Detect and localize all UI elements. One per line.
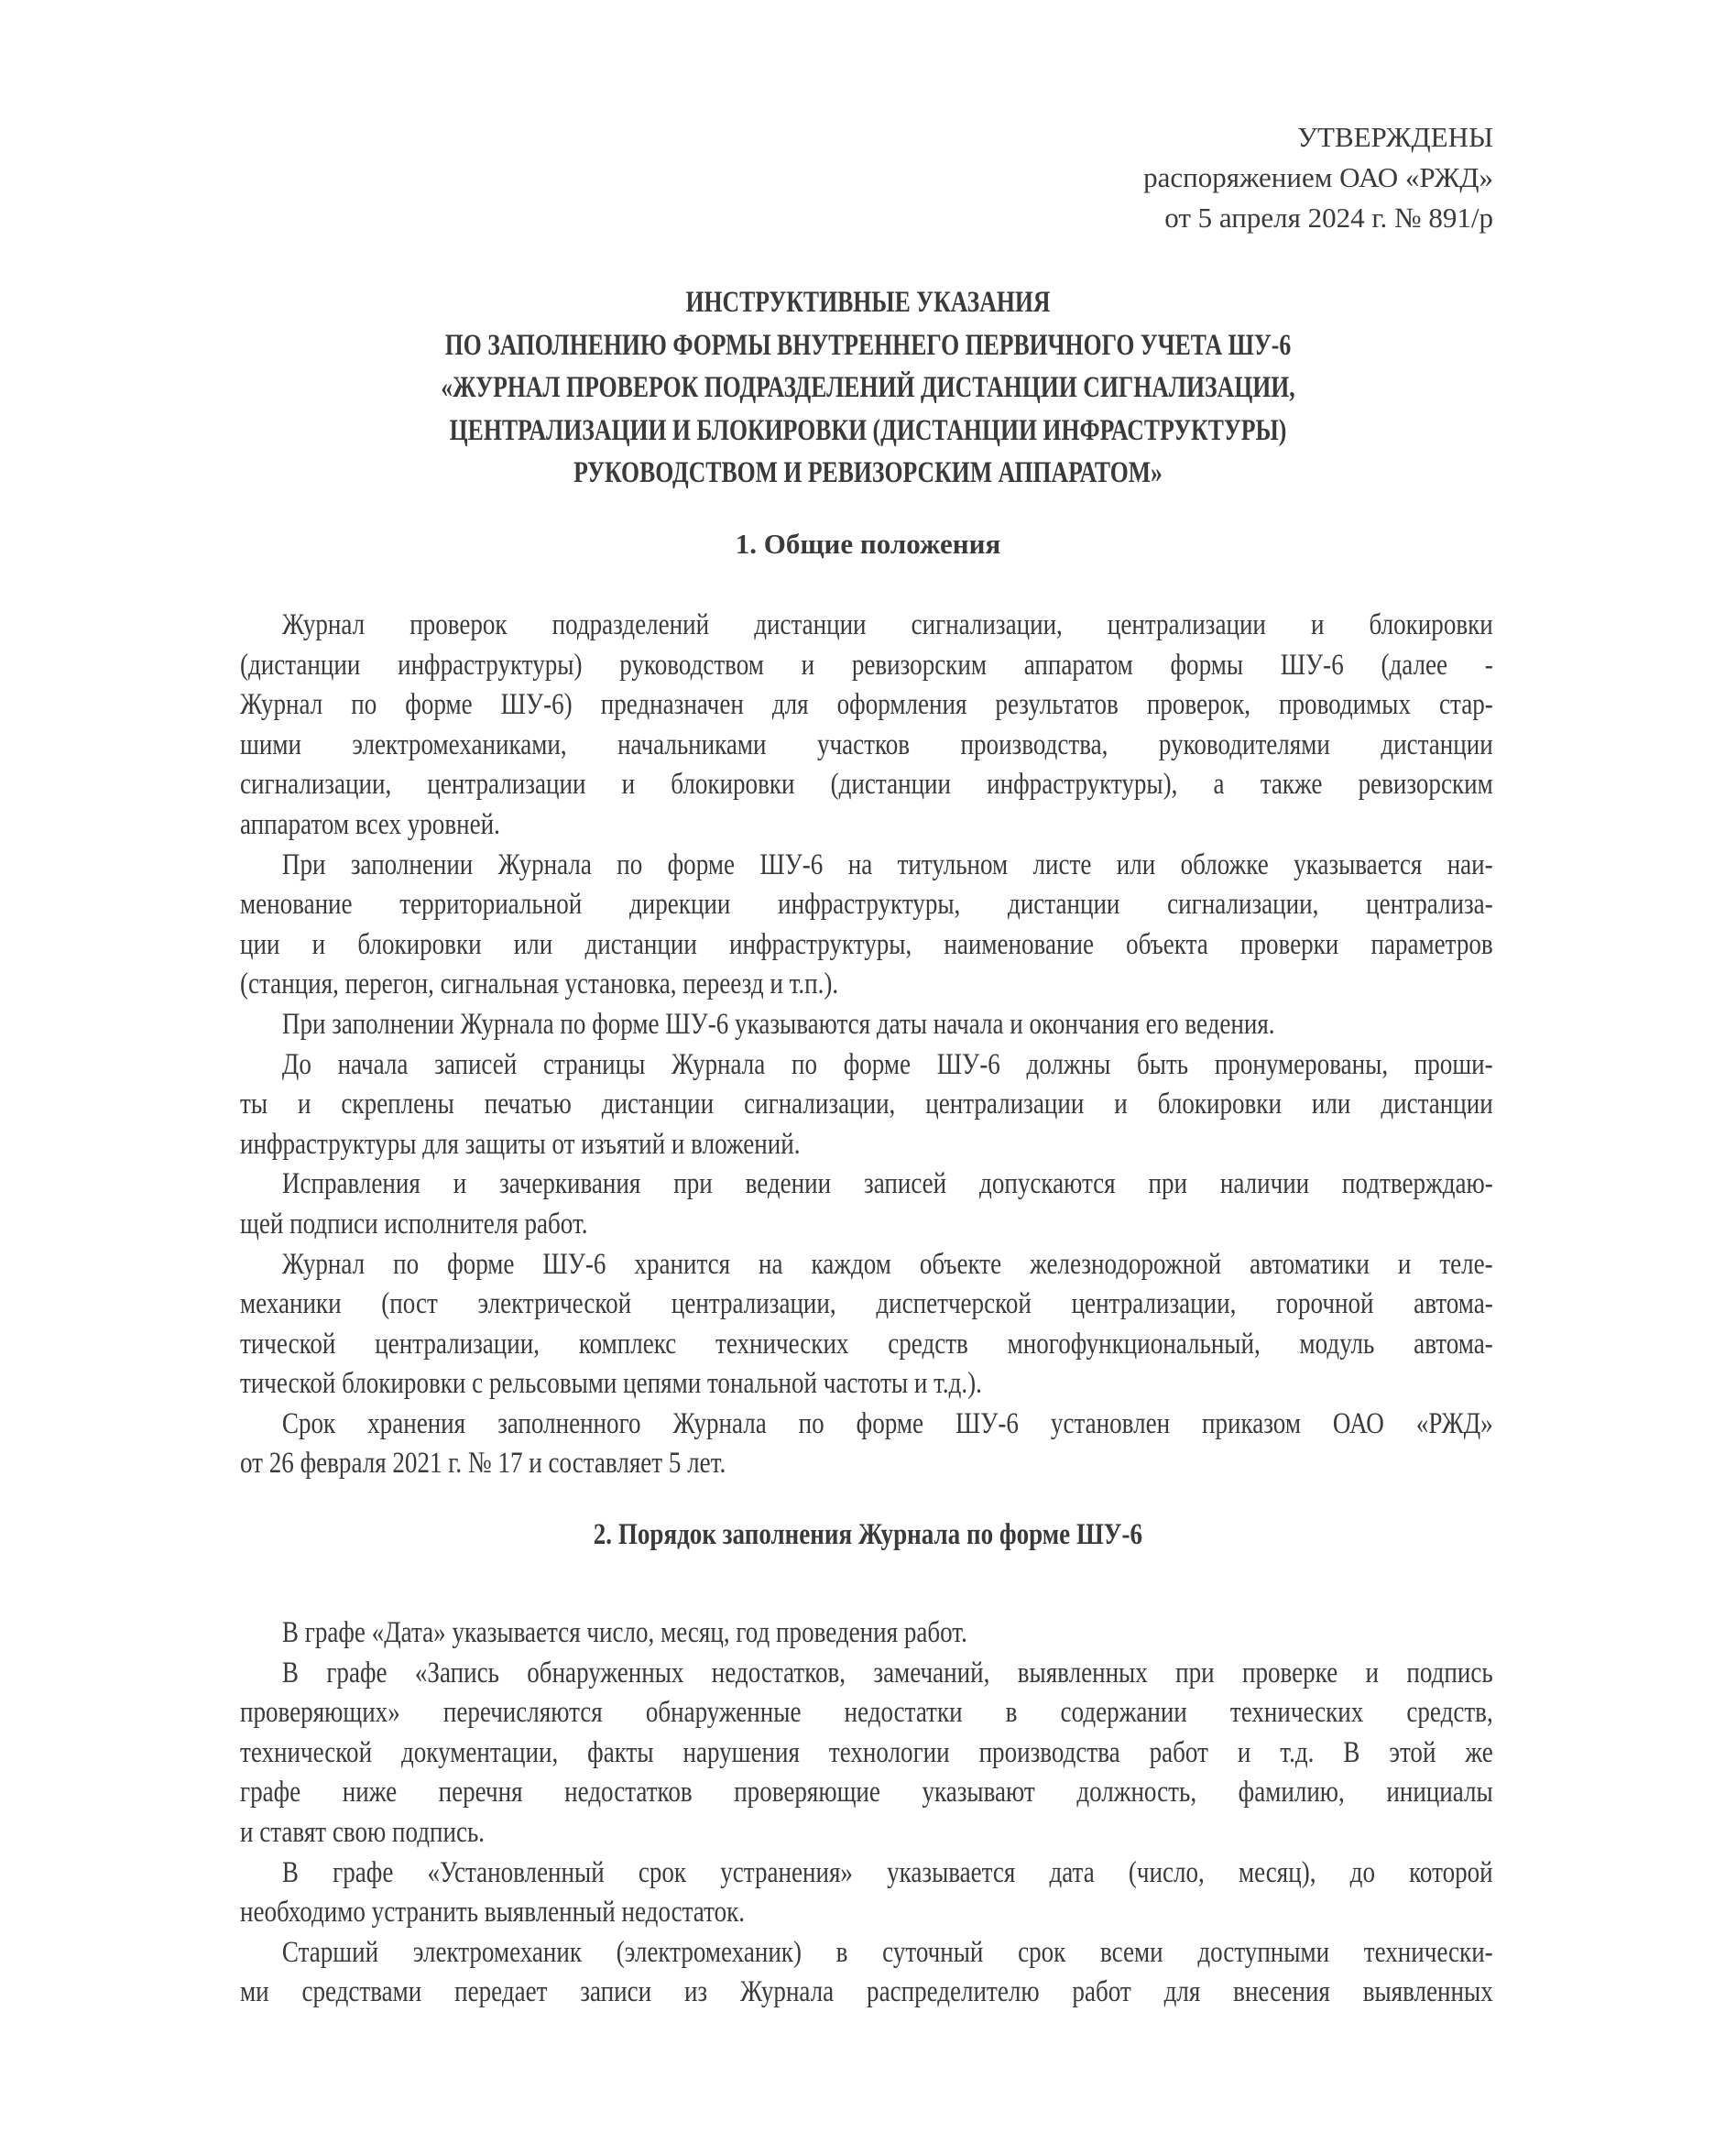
word: графе — [333, 1855, 394, 1889]
word: обнаруженные — [645, 1696, 802, 1730]
word: проверок, — [1146, 688, 1251, 722]
word: форме — [447, 1247, 515, 1281]
word: также — [1260, 768, 1323, 802]
word: автоматики — [1250, 1247, 1370, 1281]
word: подразделений — [551, 608, 710, 641]
word: недостатков — [564, 1776, 693, 1810]
text-line — [240, 1245, 1493, 1285]
word: проверок — [409, 608, 508, 641]
text-line: и ставят свою подпись. — [240, 1815, 486, 1849]
word: блокировки — [1369, 608, 1493, 641]
paragraph — [240, 1164, 1493, 1244]
word: «Запись — [414, 1656, 499, 1689]
word: форме — [856, 1406, 923, 1440]
word: предназначен — [600, 688, 744, 722]
text-line — [240, 1325, 1493, 1365]
word: дистанции — [584, 927, 697, 961]
word: (дистанции — [830, 768, 952, 802]
word: Журнала — [671, 1047, 766, 1081]
paragraph — [240, 1853, 1493, 1933]
word: централизации — [925, 1088, 1085, 1121]
word: и — [297, 1088, 311, 1121]
text-line — [240, 1693, 1493, 1733]
paragraph — [240, 1245, 1493, 1405]
word: технологии — [828, 1735, 950, 1769]
paragraph — [240, 1405, 1493, 1484]
word: горочной — [1276, 1287, 1374, 1321]
word: в — [1005, 1696, 1018, 1730]
word: всеми — [1100, 1935, 1163, 1969]
word: средств — [888, 1327, 968, 1361]
text-line — [240, 646, 1493, 686]
word: сигнализации, — [744, 1088, 896, 1121]
paragraph — [240, 606, 1493, 846]
section-2-heading — [0, 1516, 1736, 1553]
word: электромеханиками, — [352, 727, 567, 761]
word: (дистанции — [240, 648, 361, 682]
word: или — [1116, 847, 1156, 881]
word: блокировки — [671, 768, 795, 802]
word: подтверждаю- — [1342, 1167, 1493, 1201]
word: средств, — [1406, 1696, 1493, 1730]
word: объекта — [1126, 927, 1208, 961]
word: Журнала — [497, 847, 592, 881]
paragraph — [240, 1933, 1493, 2013]
word: которой — [1409, 1855, 1493, 1889]
word: Журнала — [672, 1406, 767, 1440]
section-2-body — [240, 1613, 1493, 2013]
word: или — [1311, 1088, 1351, 1121]
word: «РЖД» — [1415, 1406, 1493, 1440]
text-line: необходимо устранить выявленный недостаток. — [240, 1896, 746, 1930]
word: указывают — [922, 1776, 1035, 1810]
word: ОАО — [1332, 1406, 1384, 1440]
word: менование — [240, 888, 353, 922]
word: Журнал — [281, 1247, 366, 1281]
word: форме — [667, 847, 735, 881]
word: нарушения — [682, 1735, 800, 1769]
word: проверяющих» — [240, 1696, 400, 1730]
word: автома- — [1414, 1327, 1493, 1361]
word: пронумерованы, — [1214, 1047, 1389, 1081]
word: Срок — [281, 1406, 336, 1440]
word: Старший — [281, 1935, 379, 1969]
word: перечня — [438, 1776, 523, 1810]
word: по — [617, 847, 643, 881]
word: технически- — [1363, 1935, 1493, 1969]
word: дистанции — [601, 1088, 715, 1121]
word: внесения — [1233, 1975, 1330, 2009]
word: инфраструктуры, — [729, 927, 912, 961]
section-1-heading: 1. Общие положения — [735, 528, 1001, 560]
word: Журнал — [281, 608, 366, 641]
word: по — [393, 1247, 420, 1281]
word: Журнала — [739, 1975, 835, 2009]
word: фамилию, — [1238, 1776, 1345, 1810]
word: титульном — [897, 847, 1009, 881]
word: обложке — [1180, 847, 1269, 881]
word: централизации — [427, 768, 586, 802]
text-line — [240, 726, 1493, 766]
approval-stamp — [1143, 117, 1493, 238]
text-line: В графе «Дата» указывается число, месяц, год проведения работ. — [281, 1616, 967, 1649]
word: В — [281, 1656, 299, 1689]
word: начала — [337, 1047, 409, 1081]
text-line — [240, 925, 1493, 966]
word: ревизорским — [1358, 768, 1493, 802]
text-line — [240, 1045, 1493, 1086]
word: выявленных — [1017, 1656, 1148, 1689]
word: при — [673, 1167, 713, 1201]
word: установлен — [1050, 1406, 1171, 1440]
word: территориальной — [399, 888, 583, 922]
word: наи- — [1447, 847, 1493, 881]
text-line — [240, 1654, 1493, 1694]
word: форме — [405, 688, 473, 722]
word: ниже — [342, 1776, 398, 1810]
title-line: ЦЕНТРАЛИЗАЦИИ И БЛОКИРОВКИ (ДИСТАНЦИИ ИНФРАСТРУКТУРЫ) — [449, 413, 1287, 447]
word: механики — [240, 1287, 342, 1321]
word: руководством — [619, 648, 764, 682]
word: Исправления — [281, 1167, 420, 1201]
section-2-heading-text: 2. Порядок заполнения Журнала по форме ШУ-6 — [593, 1518, 1143, 1551]
word: комплекс — [578, 1327, 677, 1361]
word: В — [1343, 1735, 1360, 1769]
word: недостатки — [844, 1696, 963, 1730]
word: ШУ-6 — [759, 847, 824, 881]
word: по — [351, 688, 377, 722]
word: быть — [1137, 1047, 1189, 1081]
word: участков — [816, 727, 911, 761]
word: приказом — [1202, 1406, 1301, 1440]
word: работ — [1149, 1735, 1208, 1769]
text-line — [240, 1933, 1493, 1974]
word: централизации, — [1071, 1287, 1237, 1321]
text-line — [240, 1733, 1493, 1774]
paragraph — [240, 1613, 1493, 1654]
word: срок — [1018, 1935, 1066, 1969]
document-title — [0, 281, 1736, 495]
word: графе — [326, 1656, 388, 1689]
text-line: аппаратом всех уровней. — [240, 807, 500, 841]
word: ШУ-6 — [542, 1247, 606, 1281]
word: автома- — [1414, 1287, 1493, 1321]
word: листе — [1032, 847, 1092, 881]
word: централизации — [1107, 608, 1266, 641]
word: этой — [1389, 1735, 1436, 1769]
word: (пост — [381, 1287, 438, 1321]
word: и — [1310, 608, 1325, 641]
word: инфраструктуры) — [398, 648, 583, 682]
word: модуль — [1299, 1327, 1375, 1361]
text-line — [240, 1853, 1493, 1894]
text-line — [240, 1773, 1493, 1813]
title-line: ИНСТРУКТИВНЫЕ УКАЗАНИЯ — [685, 286, 1051, 319]
word: формы — [1170, 648, 1244, 682]
word: инфраструктуры, — [778, 888, 961, 922]
text-line — [240, 846, 1493, 886]
word: по — [791, 1047, 818, 1081]
word: централиза- — [1366, 888, 1493, 922]
word: проши- — [1414, 1047, 1493, 1081]
word: инфраструктуры), — [987, 768, 1178, 802]
word: выявленных — [1362, 1975, 1493, 2009]
word: записей — [434, 1047, 518, 1081]
section-1-text — [240, 606, 1493, 1484]
word: недостатков, — [711, 1656, 846, 1689]
word: при — [1175, 1656, 1215, 1689]
word: устранения» — [720, 1855, 853, 1889]
word: т.д. — [1280, 1735, 1315, 1769]
word: шими — [240, 727, 301, 761]
word: ШУ-6 — [1280, 648, 1344, 682]
approval-line: от 5 апреля 2024 г. № 891/р — [1164, 202, 1493, 234]
word: страницы — [542, 1047, 646, 1081]
title-line: РУКОВОДСТВОМ И РЕВИЗОРСКИМ АППАРАТОМ» — [573, 456, 1163, 489]
word: ции — [240, 927, 280, 961]
word: проводимых — [1279, 688, 1412, 722]
word: наличии — [1219, 1167, 1310, 1201]
word: содержании — [1060, 1696, 1187, 1730]
text-line — [240, 885, 1493, 925]
word: инициалы — [1386, 1776, 1493, 1810]
word: наименование — [944, 927, 1094, 961]
word: дистанции — [1381, 727, 1493, 761]
word: результатов — [995, 688, 1119, 722]
paragraph — [240, 1005, 1493, 1045]
word: должны — [1026, 1047, 1111, 1081]
word: ШУ-6 — [936, 1047, 1000, 1081]
word: документации, — [401, 1735, 559, 1769]
paragraph — [240, 1045, 1493, 1165]
word: распределителю — [867, 1975, 1040, 2009]
text-line — [240, 1405, 1493, 1445]
word: дистанции — [1008, 888, 1120, 922]
word: до — [1349, 1855, 1375, 1889]
word: записи — [580, 1975, 652, 2009]
word: передает — [454, 1975, 548, 2009]
word: допускаются — [979, 1167, 1116, 1201]
text-line — [240, 765, 1493, 805]
word: начальниками — [617, 727, 767, 761]
text-line: щей подписи исполнителя работ. — [240, 1207, 588, 1241]
word: каждом — [811, 1247, 891, 1281]
word: должность, — [1076, 1776, 1197, 1810]
title-line: «ЖУРНАЛ ПРОВЕРОК ПОДРАЗДЕЛЕНИЙ ДИСТАНЦИИ СИГНАЛИЗАЦИИ, — [441, 371, 1295, 404]
word: на — [847, 847, 873, 881]
word: ревизорским — [851, 648, 988, 682]
text-line — [240, 1085, 1493, 1125]
word: форме — [843, 1047, 912, 1081]
word: а — [1213, 768, 1225, 802]
word: дирекции — [629, 888, 731, 922]
word: многофункциональный, — [1007, 1327, 1261, 1361]
word: для — [1163, 1975, 1201, 2009]
word: (число, — [1128, 1855, 1205, 1889]
word: электромеханик — [412, 1935, 583, 1969]
word: обнаруженных — [527, 1656, 684, 1689]
word: дистанции — [754, 608, 867, 641]
title-line: ПО ЗАПОЛНЕНИЮ ФОРМЫ ВНУТРЕННЕГО ПЕРВИЧНОГО УЧЕТА ШУ-6 — [444, 328, 1292, 362]
paragraph — [240, 846, 1493, 1005]
word: диспетчерской — [876, 1287, 1032, 1321]
word: электрической — [477, 1287, 632, 1321]
word: блокировки — [1157, 1088, 1282, 1121]
word: для — [771, 688, 809, 722]
word: блокировки — [357, 927, 482, 961]
word: ведении — [745, 1167, 832, 1201]
word: заполненного — [497, 1406, 641, 1440]
word: месяц), — [1238, 1855, 1316, 1889]
word: Журнал — [240, 688, 323, 722]
word: же — [1465, 1735, 1493, 1769]
word: печатью — [484, 1088, 572, 1121]
word: стар- — [1439, 688, 1493, 722]
text-line: тической блокировки с рельсовыми цепями тональной частоты и т.д.). — [240, 1367, 982, 1401]
word: средствами — [301, 1975, 422, 2009]
word: и — [453, 1167, 467, 1201]
word: замечаний, — [873, 1656, 990, 1689]
word: производства, — [960, 727, 1108, 761]
word: проверки — [1239, 927, 1339, 961]
word: ШУ-6) — [500, 688, 573, 722]
word: тической — [240, 1327, 336, 1361]
word: на — [759, 1247, 783, 1281]
word: (электромеханик) — [616, 1935, 802, 1969]
word: проверяющие — [734, 1776, 880, 1810]
word: объекте — [919, 1247, 1002, 1281]
word: перечисляются — [442, 1696, 603, 1730]
word: хранится — [634, 1247, 731, 1281]
word: указывается — [1294, 847, 1423, 881]
word: сигнализации, — [240, 768, 392, 802]
word: подпись — [1406, 1656, 1493, 1689]
word: В — [281, 1855, 299, 1889]
text-line: (станция, перегон, сигнальная установка, переезд и т.п.). — [240, 968, 839, 1001]
word: ты — [240, 1088, 268, 1121]
text-line: При заполнении Журнала по форме ШУ-6 указываются даты начала и окончания его ведения. — [281, 1007, 1275, 1041]
word: проверке — [1241, 1656, 1338, 1689]
word: теле- — [1439, 1247, 1493, 1281]
word: хранения — [367, 1406, 466, 1440]
word: руководителями — [1158, 727, 1330, 761]
paragraph — [240, 1654, 1493, 1853]
word: технических — [715, 1327, 849, 1361]
word: в — [835, 1935, 848, 1969]
word: или — [513, 927, 553, 961]
word: централизации, — [375, 1327, 540, 1361]
word: При — [281, 847, 326, 881]
word: параметров — [1370, 927, 1493, 961]
text-line — [240, 1164, 1493, 1205]
word: ми — [240, 1975, 269, 2009]
word: зачеркивания — [499, 1167, 641, 1201]
word: и — [311, 927, 326, 961]
word: железнодорожной — [1030, 1247, 1222, 1281]
word: и — [1114, 1088, 1128, 1121]
word: сигнализации, — [1167, 888, 1319, 922]
word: заполнении — [350, 847, 474, 881]
text-line: инфраструктуры для защиты от изъятий и вложений. — [240, 1127, 801, 1161]
text-line: от 26 февраля 2021 г. № 17 и составляет 5 лет. — [240, 1447, 726, 1481]
text-line — [240, 685, 1493, 726]
word: и — [801, 648, 815, 682]
word: - — [1484, 648, 1493, 682]
word: записей — [864, 1167, 947, 1201]
word: указывается — [887, 1855, 1016, 1889]
word: скреплены — [341, 1088, 454, 1121]
word: при — [1148, 1167, 1187, 1201]
word: суточный — [882, 1935, 984, 1969]
text-line — [240, 1973, 1493, 2013]
section-2-text — [240, 1613, 1493, 2013]
word: технических — [1229, 1696, 1364, 1730]
word: (далее — [1381, 648, 1448, 682]
section-1-body — [240, 606, 1493, 1484]
approval-line: УТВЕРЖДЕНЫ — [1297, 121, 1493, 153]
text-line — [240, 1285, 1493, 1325]
word: аппаратом — [1023, 648, 1133, 682]
word: производства — [978, 1735, 1120, 1769]
word: и — [621, 768, 636, 802]
word: «Установленный — [427, 1855, 605, 1889]
word: оформления — [836, 688, 967, 722]
word: и — [1365, 1656, 1380, 1689]
word: До — [281, 1047, 311, 1081]
word: факты — [587, 1735, 654, 1769]
word: сигнализации, — [911, 608, 1063, 641]
word: дистанции — [1381, 1088, 1493, 1121]
word: из — [683, 1975, 708, 2009]
word: технической — [240, 1735, 373, 1769]
word: дата — [1049, 1855, 1095, 1889]
word: доступными — [1197, 1935, 1330, 1969]
word: по — [798, 1406, 824, 1440]
word: и — [1237, 1735, 1251, 1769]
word: графе — [240, 1776, 301, 1810]
text-line — [240, 606, 1493, 646]
word: ШУ-6 — [955, 1406, 1019, 1440]
approval-line: распоряжением ОАО «РЖД» — [1143, 161, 1493, 193]
word: и — [1397, 1247, 1412, 1281]
word: работ — [1072, 1975, 1131, 2009]
word: централизации, — [671, 1287, 836, 1321]
word: срок — [638, 1855, 687, 1889]
